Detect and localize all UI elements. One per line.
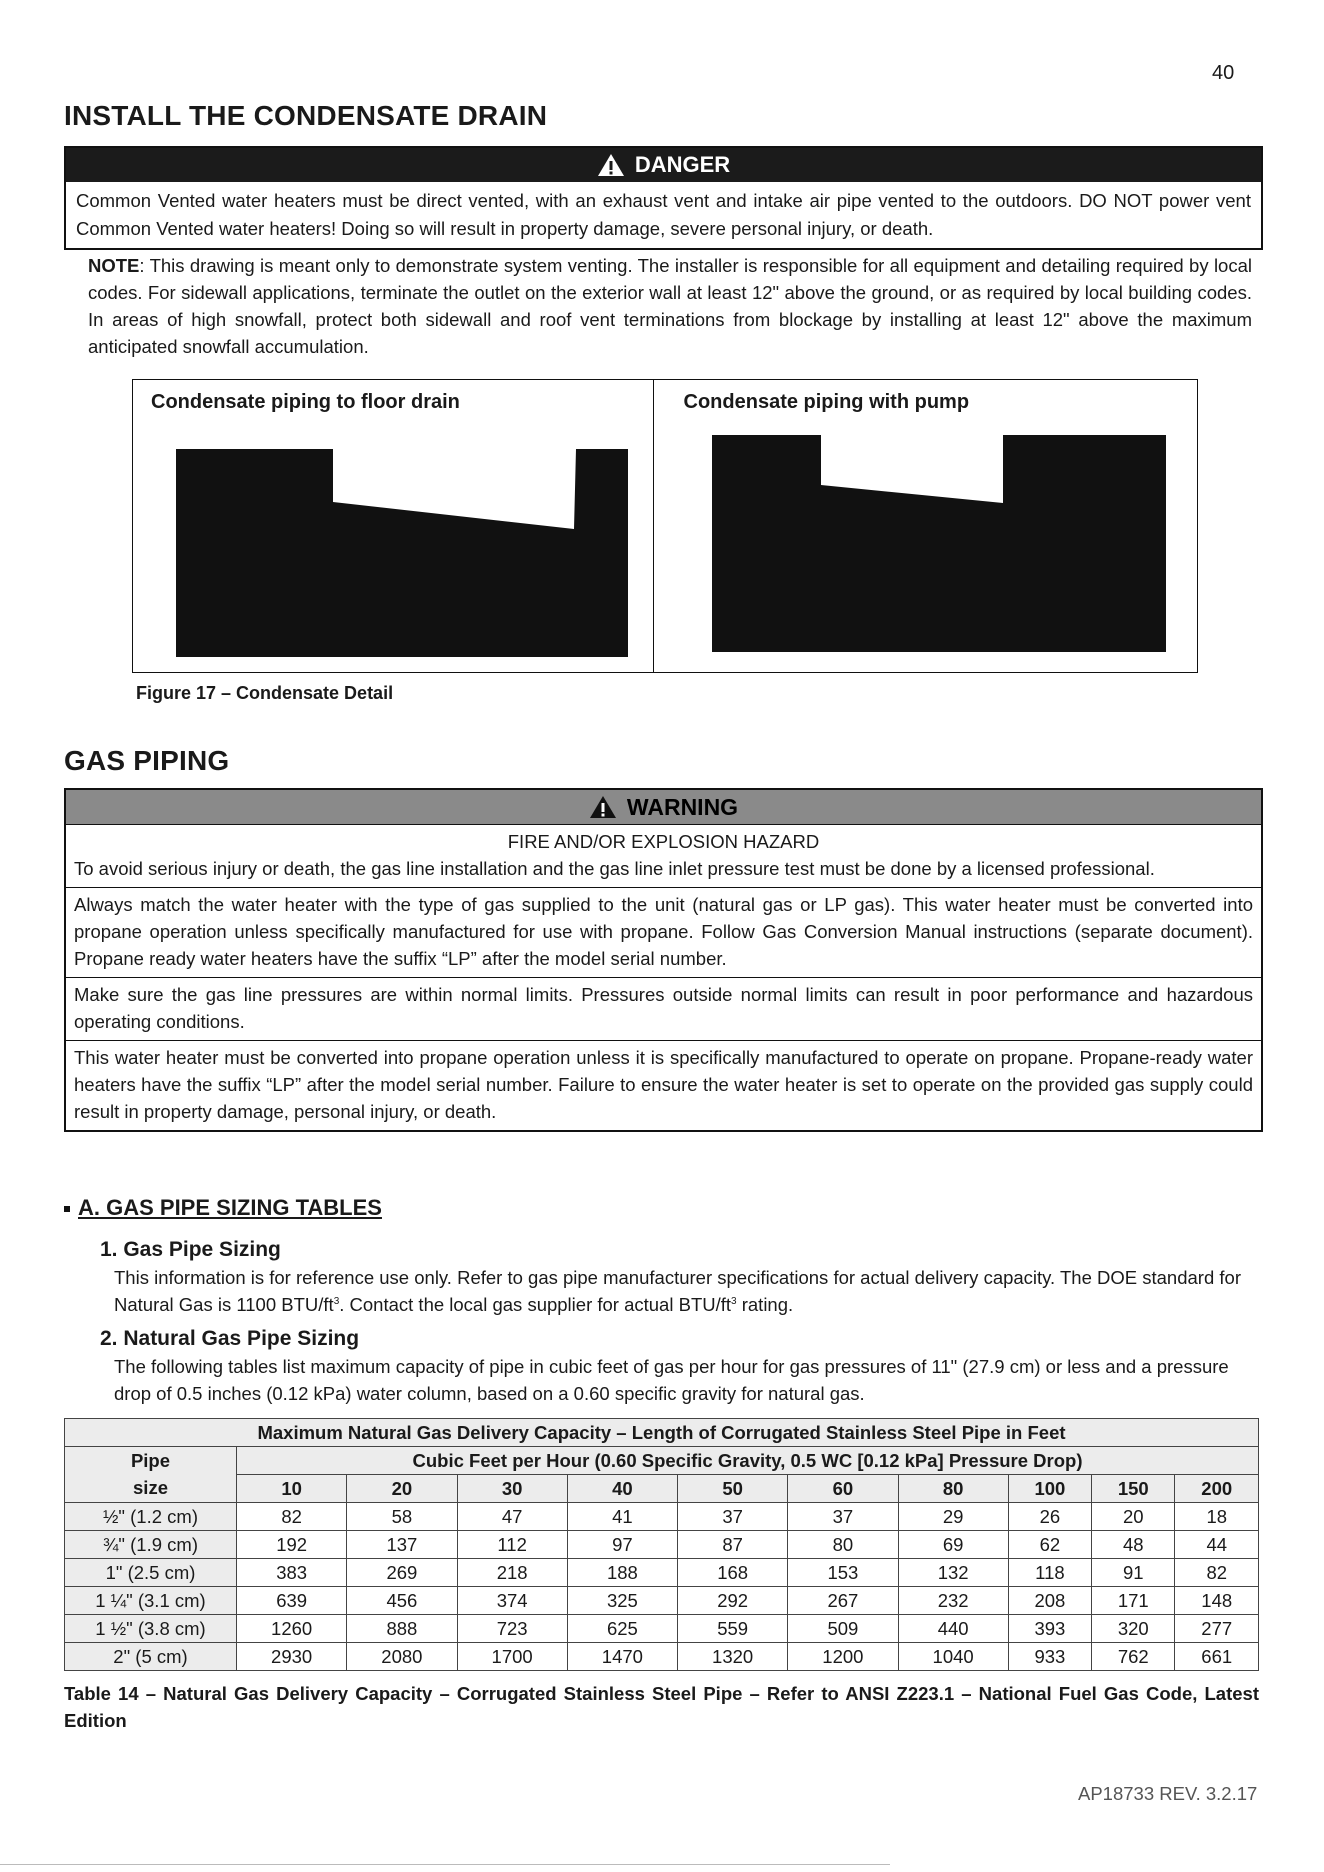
table-body <box>65 1503 1259 1671</box>
capacity-cell: 456 <box>347 1587 457 1615</box>
paragraph-gas-pipe-sizing <box>114 1264 1244 1318</box>
table-row <box>65 1615 1259 1643</box>
capacity-cell: 320 <box>1092 1615 1175 1643</box>
capacity-cell: 62 <box>1008 1531 1091 1559</box>
warning-label: WARNING <box>626 793 739 820</box>
size-header: size <box>65 1475 237 1503</box>
note-label: NOTE <box>88 255 140 276</box>
capacity-cell: 509 <box>788 1615 898 1643</box>
length-header-row <box>65 1475 1259 1503</box>
capacity-cell: 2930 <box>237 1643 347 1671</box>
superscript-3: 3 <box>731 1295 737 1307</box>
capacity-cell: 208 <box>1008 1587 1091 1615</box>
pump-image <box>712 435 1166 652</box>
table-caption: Table 14 – Natural Gas Delivery Capacity – Corrugated Stainless Steel Pipe – Refer to ANSI Z223.1 – National Fuel Gas Code, Latest Edition <box>64 1683 1259 1731</box>
capacity-cell: 37 <box>788 1503 898 1531</box>
note-text: : This drawing is meant only to demonstrate system venting. The installer is responsible for all equipment and detailing required by local codes. For sidewall applications, terminate the outlet on the exterior wall at least 12" above the ground, or as required by local building codes. In areas of high snowfall, protect both sidewall and roof vent terminations from blockage by installing at least 12" above the maximum anticipated snowfall accumulation. <box>88 255 1252 357</box>
capacity-cell: 80 <box>788 1531 898 1559</box>
section-title-gas-piping: GAS PIPING <box>64 745 230 776</box>
pipe-size-cell: ½" (1.2 cm) <box>65 1503 237 1531</box>
section-a-heading <box>64 1195 382 1221</box>
capacity-cell: 325 <box>567 1587 677 1615</box>
capacity-cell: 132 <box>898 1559 1008 1587</box>
capacity-cell: 82 <box>1175 1559 1259 1587</box>
section-a-title: A. GAS PIPE SIZING TABLES <box>78 1195 382 1220</box>
capacity-cell: 559 <box>678 1615 788 1643</box>
capacity-cell: 1040 <box>898 1643 1008 1671</box>
warning-triangle-icon <box>589 795 617 819</box>
length-header: 80 <box>898 1475 1008 1503</box>
capacity-cell: 1700 <box>457 1643 567 1671</box>
capacity-cell: 888 <box>347 1615 457 1643</box>
capacity-cell: 2080 <box>347 1643 457 1671</box>
danger-label: DANGER <box>634 152 731 177</box>
p1-part-a: This information is for reference use only. Refer to gas pipe manufacturer specifications for actual delivery capacity. The DOE standard for Natural Gas is 1100 BTU/ft <box>114 1267 1241 1315</box>
bullet-icon <box>64 1206 70 1212</box>
capacity-cell: 1320 <box>678 1643 788 1671</box>
capacity-cell: 267 <box>788 1587 898 1615</box>
length-header: 40 <box>567 1475 677 1503</box>
pipe-size-cell: 1 ½" (3.8 cm) <box>65 1615 237 1643</box>
capacity-cell: 1260 <box>237 1615 347 1643</box>
length-header: 150 <box>1092 1475 1175 1503</box>
warning-box <box>64 788 1263 1132</box>
capacity-cell: 1200 <box>788 1643 898 1671</box>
pipe-size-cell: 1" (2.5 cm) <box>65 1559 237 1587</box>
capacity-cell: 269 <box>347 1559 457 1587</box>
warning-text-4: This water heater must be converted into propane operation unless it is specifically manufactured to operate on propane. Propane-ready water heaters have the suffix “LP” after the model serial number. Failure to ensure the water heater is set to operate on the provided gas supply could result in property damage, personal injury, or death. <box>74 1047 1253 1122</box>
capacity-cell: 44 <box>1175 1531 1259 1559</box>
length-header: 200 <box>1175 1475 1259 1503</box>
capacity-cell: 112 <box>457 1531 567 1559</box>
table-row <box>65 1531 1259 1559</box>
table-subtitle: Cubic Feet per Hour (0.60 Specific Gravity, 0.5 WC [0.12 kPa] Pressure Drop) <box>237 1447 1259 1475</box>
danger-header <box>66 148 1261 182</box>
capacity-cell: 762 <box>1092 1643 1175 1671</box>
capacity-cell: 188 <box>567 1559 677 1587</box>
capacity-cell: 48 <box>1092 1531 1175 1559</box>
paragraph-natural-gas-pipe-sizing: The following tables list maximum capacity of pipe in cubic feet of gas per hour for gas pressures of 11" (27.9 cm) or less and a pressure drop of 0.5 inches (0.12 kPa) water column, based on a 0.60 specific gravity for natural gas. <box>114 1356 1229 1404</box>
capacity-cell: 723 <box>457 1615 567 1643</box>
pipe-size-cell: 1 ¼" (3.1 cm) <box>65 1587 237 1615</box>
capacity-cell: 18 <box>1175 1503 1259 1531</box>
p1-part-b: . Contact the local gas supplier for actual BTU/ft <box>339 1294 732 1315</box>
capacity-cell: 37 <box>678 1503 788 1531</box>
length-header: 20 <box>347 1475 457 1503</box>
capacity-cell: 933 <box>1008 1643 1091 1671</box>
capacity-cell: 292 <box>678 1587 788 1615</box>
capacity-cell: 91 <box>1092 1559 1175 1587</box>
capacity-cell: 625 <box>567 1615 677 1643</box>
capacity-cell: 661 <box>1175 1643 1259 1671</box>
capacity-cell: 383 <box>237 1559 347 1587</box>
capacity-cell: 47 <box>457 1503 567 1531</box>
page-number: 40 <box>1212 62 1235 84</box>
condensate-figure <box>132 379 1198 673</box>
danger-text: Common Vented water heaters must be direct vented, with an exhaust vent and intake air pipe vented to the outdoors. DO NOT power vent Common Vented water heaters! Doing so will result in property damage, severe personal injury, or death. <box>76 190 1251 239</box>
subheading-natural-gas-pipe-sizing: 2. Natural Gas Pipe Sizing <box>100 1327 360 1350</box>
pipe-header: Pipe <box>65 1447 237 1475</box>
capacity-cell: 393 <box>1008 1615 1091 1643</box>
warning-text-3: Make sure the gas line pressures are within normal limits. Pressures outside normal limits can result in poor performance and hazardous operating conditions. <box>66 978 1261 1041</box>
warning-triangle-icon <box>597 153 625 177</box>
capacity-cell: 218 <box>457 1559 567 1587</box>
p1-part-c: rating. <box>736 1294 794 1315</box>
document-footer: AP18733 REV. 3.2.17 <box>1078 1783 1258 1804</box>
capacity-cell: 41 <box>567 1503 677 1531</box>
length-header: 50 <box>678 1475 788 1503</box>
capacity-cell: 20 <box>1092 1503 1175 1531</box>
pipe-size-cell: ¾" (1.9 cm) <box>65 1531 237 1559</box>
table-row <box>65 1587 1259 1615</box>
floor-drain-image <box>176 449 628 657</box>
figure-panel-pump <box>654 380 1197 672</box>
warning-section-hazard <box>66 825 1261 888</box>
capacity-cell: 58 <box>347 1503 457 1531</box>
footer-rule <box>0 1864 890 1865</box>
capacity-cell: 69 <box>898 1531 1008 1559</box>
table-row <box>65 1643 1259 1671</box>
capacity-cell: 97 <box>567 1531 677 1559</box>
capacity-cell: 1470 <box>567 1643 677 1671</box>
capacity-cell: 87 <box>678 1531 788 1559</box>
capacity-cell: 232 <box>898 1587 1008 1615</box>
capacity-cell: 29 <box>898 1503 1008 1531</box>
length-header: 60 <box>788 1475 898 1503</box>
capacity-cell: 137 <box>347 1531 457 1559</box>
capacity-cell: 192 <box>237 1531 347 1559</box>
capacity-cell: 148 <box>1175 1587 1259 1615</box>
capacity-cell: 277 <box>1175 1615 1259 1643</box>
warning-hazard-title: FIRE AND/OR EXPLOSION HAZARD <box>507 831 820 852</box>
warning-text-1: To avoid serious injury or death, the gas line installation and the gas line inlet pressure test must be done by a licensed professional. <box>74 858 1155 879</box>
length-header: 100 <box>1008 1475 1091 1503</box>
danger-box <box>64 146 1263 250</box>
capacity-cell: 639 <box>237 1587 347 1615</box>
figure-caption: Figure 17 – Condensate Detail <box>136 683 394 703</box>
note-paragraph <box>88 252 1252 360</box>
gas-capacity-table <box>64 1418 1259 1671</box>
capacity-cell: 82 <box>237 1503 347 1531</box>
figure-label-pump: Condensate piping with pump <box>683 391 970 413</box>
capacity-cell: 374 <box>457 1587 567 1615</box>
capacity-cell: 153 <box>788 1559 898 1587</box>
warning-header <box>66 790 1261 825</box>
table-row <box>65 1503 1259 1531</box>
length-header: 30 <box>457 1475 567 1503</box>
superscript-3: 3 <box>333 1295 340 1307</box>
capacity-cell: 168 <box>678 1559 788 1587</box>
subheading-gas-pipe-sizing: 1. Gas Pipe Sizing <box>100 1238 281 1261</box>
warning-text-2: Always match the water heater with the type of gas supplied to the unit (natural gas or LP gas). This water heater must be converted into propane operation unless specifically manufactured for use with propane. Follow Gas Conversion Manual instructions (separate document). Propane ready water heaters have the suffix “LP” after the model serial number. <box>66 888 1261 978</box>
length-header: 10 <box>237 1475 347 1503</box>
table-row <box>65 1559 1259 1587</box>
section-title-condensate: INSTALL THE CONDENSATE DRAIN <box>64 100 548 131</box>
figure-panel-floor-drain <box>133 380 654 672</box>
table-title: Maximum Natural Gas Delivery Capacity – Length of Corrugated Stainless Steel Pipe in Feet <box>65 1419 1259 1447</box>
figure-label-floor-drain: Condensate piping to floor drain <box>151 391 460 413</box>
capacity-cell: 26 <box>1008 1503 1091 1531</box>
capacity-cell: 171 <box>1092 1587 1175 1615</box>
capacity-cell: 118 <box>1008 1559 1091 1587</box>
capacity-cell: 440 <box>898 1615 1008 1643</box>
pipe-size-cell: 2" (5 cm) <box>65 1643 237 1671</box>
